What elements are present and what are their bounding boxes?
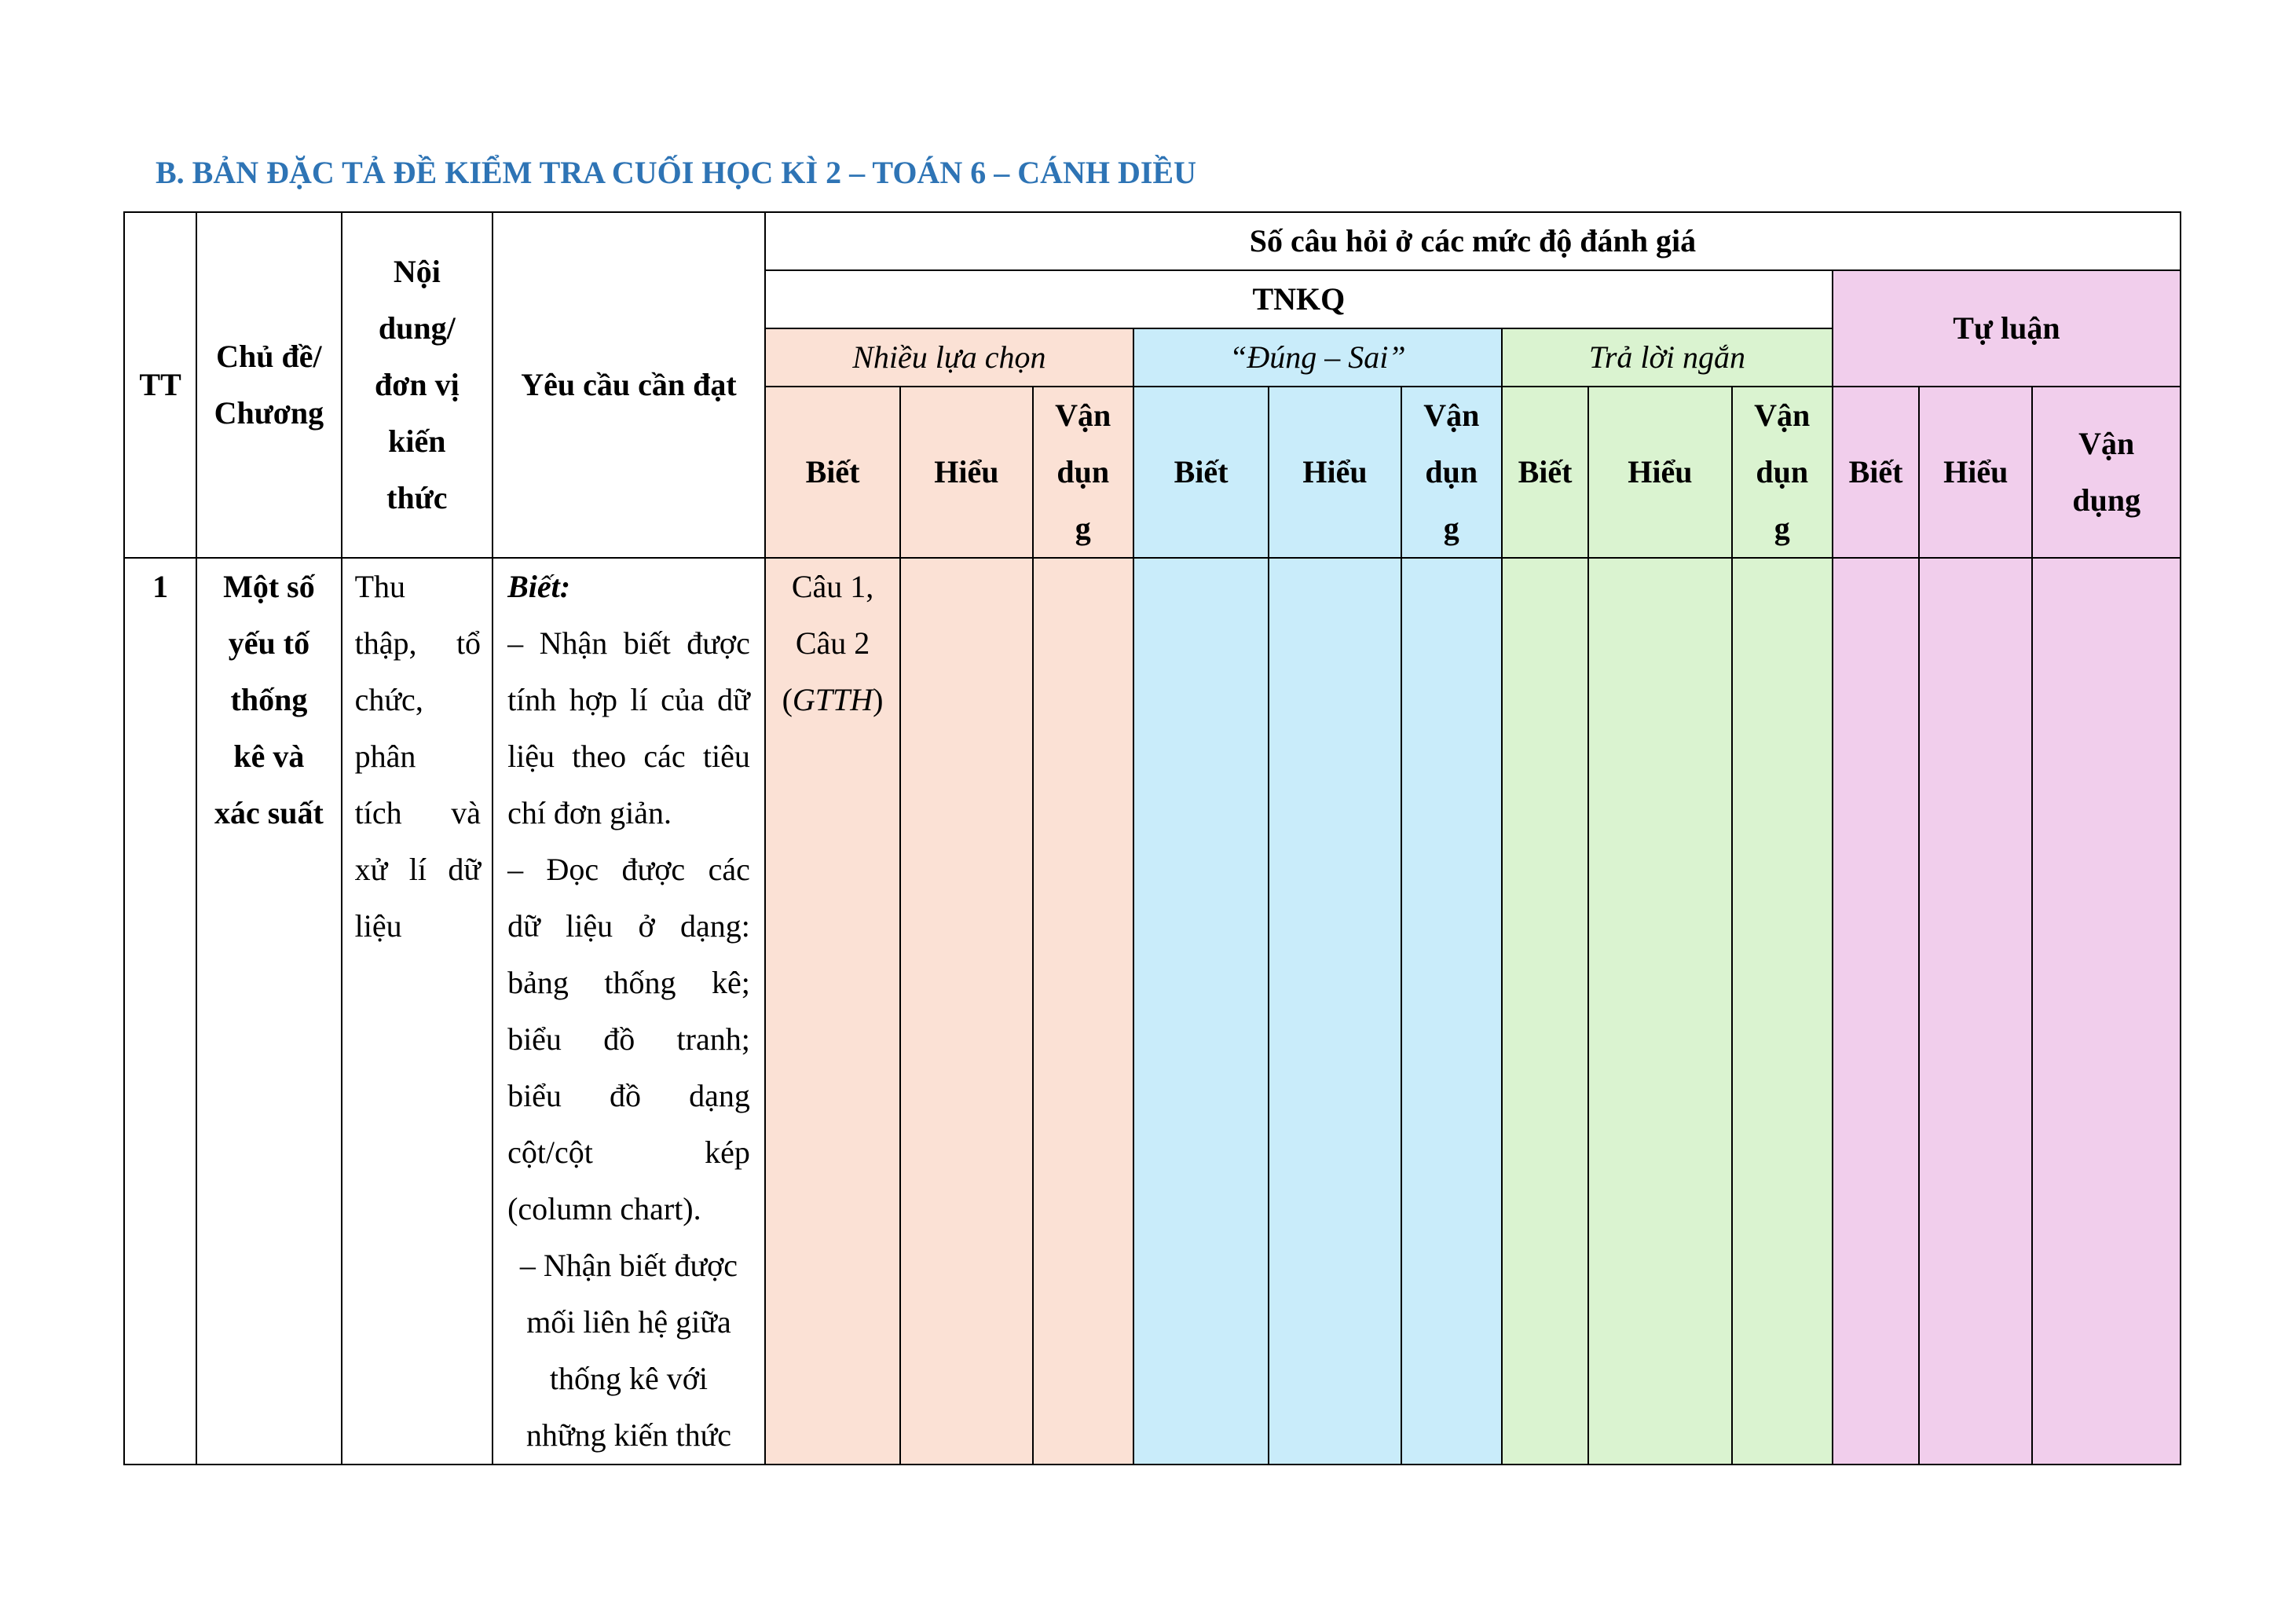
header-sa-apply [1732, 387, 1833, 558]
req-lines-line: – Đọc được các [507, 852, 750, 887]
req-lines-line: – Nhận biết được [519, 1248, 738, 1283]
mc-know-gtth: GTTH [792, 682, 873, 717]
topic-lines-line: thống [230, 682, 308, 717]
header-levels: Số câu hỏi ở các mức độ đánh giá [765, 212, 2181, 270]
header-mc-apply-line-3: g [1075, 511, 1091, 546]
req-lines-line: tính hợp lí của dữ [507, 682, 750, 717]
req-lines-line: liệu theo các tiêu [507, 739, 750, 774]
req-lines-line: mối liên hệ giữa [526, 1304, 731, 1340]
header-mc-apply-line-2: dụn [1056, 454, 1110, 489]
req-lines-line: biểu đồ tranh; [507, 1021, 750, 1057]
cell-essay-apply [2032, 558, 2181, 1465]
header-essay-apply-line-1: Vận [2078, 426, 2135, 461]
req-lines-line: (column chart). [507, 1191, 701, 1226]
req-lines-line: thống kê với [549, 1361, 709, 1396]
topic-lines-line: Một số [223, 569, 315, 604]
req-lines-line: chí đơn giản. [507, 795, 672, 830]
header-true-false: “Đúng – Sai” [1133, 328, 1502, 387]
cell-tf-apply [1401, 558, 1502, 1465]
header-sa-apply-line-3: g [1774, 511, 1790, 546]
req-lines-line: bảng thống kê; [507, 965, 750, 1000]
mc-know-line-2: Câu 2 [795, 625, 870, 661]
mc-know-line-1: Câu 1, [791, 569, 874, 604]
header-topic [196, 212, 341, 558]
document-title: B. BẢN ĐẶC TẢ ĐỀ KIỂM TRA CUỐI HỌC KÌ 2 – TOÁN 6 – CÁNH DIỀU [156, 155, 1196, 190]
header-content-unit [342, 212, 493, 558]
header-topic-line-1: Chủ đề/ [216, 339, 322, 374]
header-tt: TT [124, 212, 196, 558]
topic-lines-line: xác suất [214, 795, 324, 830]
specification-table [123, 211, 2181, 1465]
header-tf-apply-line-1: Vận [1423, 398, 1480, 433]
table-row [124, 558, 2181, 1465]
content-lines-line: phân [354, 739, 416, 774]
row-topic-lines [210, 559, 328, 841]
header-mc-understand: Hiểu [900, 387, 1032, 558]
req-lines-line: những kiến thức [525, 1417, 731, 1453]
header-essay: Tự luận [1833, 270, 2181, 387]
cell-mc-understand [900, 558, 1032, 1465]
header-sa-apply-line-1: Vận [1754, 398, 1811, 433]
header-topic-line-2: Chương [214, 395, 324, 431]
req-lines-line: cột/cột kép [507, 1135, 750, 1170]
content-lines-line: thập, tổ [354, 625, 482, 661]
cell-sa-know [1502, 558, 1588, 1465]
cell-mc-know [765, 558, 900, 1465]
topic-lines-line: kê và [233, 739, 305, 774]
cell-tf-understand [1269, 558, 1401, 1465]
topic-lines-line: yếu tố [228, 625, 310, 661]
header-content-line-2: dung/ [378, 310, 456, 346]
header-mc-apply [1033, 387, 1133, 558]
cell-sa-apply [1732, 558, 1833, 1465]
header-content-line-1: Nội [393, 254, 441, 289]
cell-essay-know [1833, 558, 1919, 1465]
content-lines-line: liệu [354, 908, 402, 944]
header-tf-apply [1401, 387, 1502, 558]
mc-know-paren-close: ) [873, 682, 884, 717]
content-lines-line: chức, [354, 682, 423, 717]
cell-mc-apply [1033, 558, 1133, 1465]
header-tnkq: TNKQ [765, 270, 1833, 328]
header-multiple-choice: Nhiều lựa chọn [765, 328, 1133, 387]
req-lines-line: – Nhận biết được [507, 625, 750, 661]
row-content-unit [342, 558, 493, 1465]
header-mc-apply-line-1: Vận [1055, 398, 1111, 433]
req-lines-line: dữ liệu ở dạng: [507, 908, 750, 944]
header-content-line-3: đơn vị [374, 367, 460, 402]
cell-tf-know [1133, 558, 1269, 1465]
header-sa-know: Biết [1502, 387, 1588, 558]
row-number: 1 [124, 558, 196, 1465]
mc-know-paren-open: ( [782, 682, 793, 717]
mc-know-line-3 [778, 672, 887, 728]
header-tf-apply-line-2: dụn [1425, 454, 1478, 489]
row-content-lines [355, 559, 481, 955]
cell-sa-understand [1588, 558, 1731, 1465]
header-sa-apply-line-2: dụn [1756, 454, 1809, 489]
header-essay-know: Biết [1833, 387, 1919, 558]
header-short-answer: Trả lời ngắn [1502, 328, 1833, 387]
requirement-heading: Biết: [507, 569, 571, 604]
header-requirement: Yêu cầu cần đạt [493, 212, 765, 558]
header-tf-understand: Hiểu [1269, 387, 1401, 558]
header-sa-understand: Hiểu [1588, 387, 1731, 558]
content-lines-line: Thu [354, 569, 406, 604]
header-content-line-5: thức [386, 480, 448, 515]
header-essay-understand: Hiểu [1919, 387, 2032, 558]
content-lines-line: tích và [354, 795, 482, 830]
row-requirement [493, 558, 765, 1465]
row-topic [196, 558, 341, 1465]
header-tf-apply-line-3: g [1443, 511, 1459, 546]
req-lines-line: biểu đồ dạng [507, 1078, 750, 1113]
content-lines-line: xử lí dữ [354, 852, 482, 887]
requirement-lines [507, 615, 750, 1464]
cell-essay-understand [1919, 558, 2032, 1465]
header-essay-apply [2032, 387, 2181, 558]
header-mc-know: Biết [765, 387, 900, 558]
header-essay-apply-line-2: dụng [2072, 482, 2141, 518]
header-content-line-4: kiến [388, 423, 446, 459]
header-tf-know: Biết [1133, 387, 1269, 558]
